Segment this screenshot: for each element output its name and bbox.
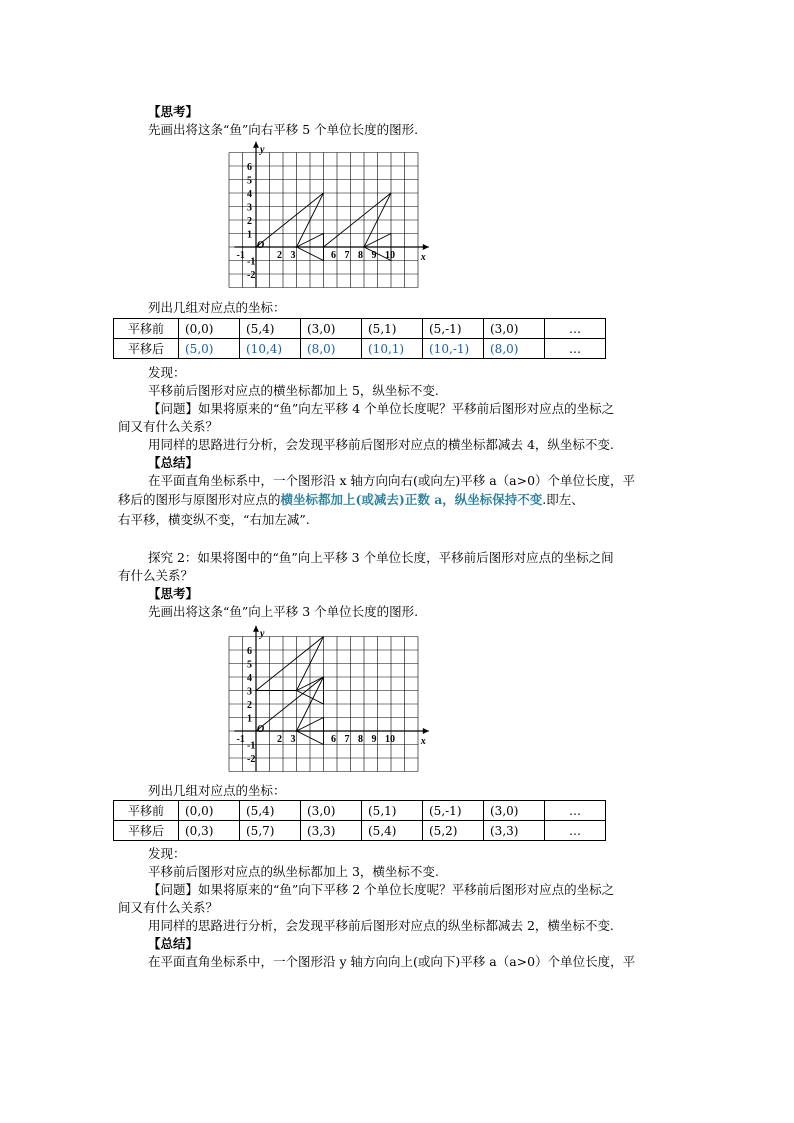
list-label-2: 列出几组对应点的坐标： [148,783,286,798]
table-cell: (3,3) [484,821,545,841]
summary-emphasis: 横坐标都加上(或减去)正数 a，纵坐标保持不变 [280,492,543,507]
y-tick-label: 1 [247,713,252,725]
y-tick-label: 4 [247,673,252,684]
x-tick-label: 8 [358,250,363,261]
explore-line-2a: 探究 2：如果将图中的“鱼”向上平移 3 个单位长度，平移前后图形对应点的坐标之间 [148,550,614,565]
analysis-text-1: 用同样的思路进行分析，会发现平移前后图形对应点的横坐标都减去 4，纵坐标不变. [148,437,614,452]
table-cell: (5,4) [240,801,301,821]
origin-label: O [257,724,265,735]
x-tick-label: -1 [236,734,245,745]
y-tick-label: 6 [247,162,252,173]
table-cell: (3,0) [301,801,362,821]
table-row-after [114,339,606,359]
summary-heading-1: 【总结】 [148,455,199,470]
x-axis-label: x [420,252,426,263]
y-tick-label: 1 [247,229,252,241]
x-axis-arrow [423,244,429,250]
x-tick-label: -1 [236,250,245,261]
y-tick-label: 6 [247,646,252,657]
row-label-before: 平移前 [114,801,179,821]
summary-line-2a: 在平面直角坐标系中，一个图形沿 y 轴方向向上(或向下)平移 a（a>0）个单位长度，平 [148,954,636,969]
x-tick-label: 10 [385,734,395,745]
table-cell-ellipsis: … [545,319,606,339]
summary-text: 移后的图形与原图形对应点的 [118,492,281,507]
table-cell: (10,4) [240,339,301,359]
summary-heading-2: 【总结】 [148,936,199,951]
y-tick-label: 5 [247,659,252,671]
table-cell: (8,0) [484,339,545,359]
table-row-before [114,801,606,821]
row-label-after: 平移后 [114,339,179,359]
x-tick-label: 6 [331,250,336,261]
table-cell: (5,-1) [423,319,484,339]
x-axis-arrow [423,728,429,734]
table-cell-ellipsis: … [545,339,606,359]
x-tick-label: 8 [358,734,363,745]
question-line-2a: 【问题】如果将原来的“鱼”向下平移 2 个单位长度呢？平移前后图形对应点的坐标之 [148,882,615,897]
table-cell: (5,7) [240,821,301,841]
y-tick-label: -2 [247,754,256,765]
coordinate-table-2 [113,800,606,841]
x-tick-label: 3 [290,250,296,261]
x-axis-label: x [420,736,426,747]
table-cell: (5,0) [179,339,240,359]
table-cell: (3,0) [484,801,545,821]
table-cell: (10,-1) [423,339,484,359]
coordinate-graph-right-shift [226,140,430,290]
table-cell: (3,0) [301,319,362,339]
think-heading-2: 【思考】 [148,586,199,601]
think-text-1: 先画出将这条“鱼”向右平移 5 个单位长度的图形. [148,122,419,137]
discover-text-1: 平移前后图形对应点的横坐标都加上 5，纵坐标不变. [148,383,439,398]
question-line-1a: 【问题】如果将原来的“鱼”向左平移 4 个单位长度呢？平移前后图形对应点的坐标之 [148,401,615,416]
x-tick-label: 2 [277,734,282,745]
table-cell: (0,0) [179,319,240,339]
table-cell-ellipsis: … [545,801,606,821]
discover-label-2: 发现： [148,846,186,861]
table-cell: (5,-1) [423,801,484,821]
list-label-1: 列出几组对应点的坐标： [148,300,286,315]
table-cell: (3,3) [301,821,362,841]
summary-line-1c: 右平移，横变纵不变，“右加左减”. [118,512,310,527]
analysis-text-2: 用同样的思路进行分析，会发现平移前后图形对应点的纵坐标都减去 2，横坐标不变. [148,918,614,933]
table-cell: (3,0) [484,319,545,339]
x-tick-label: 7 [344,734,350,745]
x-tick-label: 9 [371,734,377,745]
y-tick-label: -1 [247,740,256,752]
table-cell: (0,3) [179,821,240,841]
think-heading-1: 【思考】 [148,104,199,119]
table-cell: (0,0) [179,801,240,821]
explore-line-2b: 有什么关系？ [118,568,194,583]
discover-text-2: 平移前后图形对应点的纵坐标都加上 3，横坐标不变. [148,864,439,879]
x-tick-label: 10 [385,250,395,261]
coordinate-graph-up-shift [226,624,430,774]
origin-label: O [257,240,265,251]
table-row-before [114,319,606,339]
summary-text: .即左、 [542,492,584,507]
x-tick-label: 2 [277,250,282,261]
summary-line-1a: 在平面直角坐标系中，一个图形沿 x 轴方向向右(或向左)平移 a（a>0）个单位长度，平 [148,473,636,488]
discover-label-1: 发现： [148,365,186,380]
think-text-2: 先画出将这条“鱼”向上平移 3 个单位长度的图形. [148,604,419,619]
y-tick-label: 2 [247,700,252,711]
table-cell: (5,1) [362,801,423,821]
table-cell: (8,0) [301,339,362,359]
y-tick-label: -1 [247,256,256,268]
table-cell: (5,4) [240,319,301,339]
y-tick-label: 3 [247,202,252,214]
y-axis-arrow [253,142,259,148]
table-cell: (10,1) [362,339,423,359]
table-row-after [114,821,606,841]
question-line-2b: 间又有什么关系？ [118,900,219,915]
x-tick-label: 6 [331,734,336,745]
x-tick-label: 7 [344,250,350,261]
row-label-after: 平移后 [114,821,179,841]
table-cell: (5,1) [362,319,423,339]
fish-figure [256,637,324,705]
y-tick-label: 4 [247,189,252,200]
x-tick-label: 3 [290,734,296,745]
y-tick-label: 2 [247,216,252,227]
table-cell: (5,4) [362,821,423,841]
y-axis-label: y [260,628,265,640]
table-cell: (5,2) [423,821,484,841]
y-tick-label: 5 [247,175,252,187]
row-label-before: 平移前 [114,319,179,339]
y-tick-label: 3 [247,686,252,698]
summary-line-1b [118,492,584,508]
question-line-1b: 间又有什么关系？ [118,419,219,434]
y-axis-label: y [260,144,265,156]
y-axis-arrow [253,626,259,632]
table-cell-ellipsis: … [545,821,606,841]
coordinate-table-1 [113,318,606,359]
y-tick-label: -2 [247,270,256,281]
x-tick-label: 9 [371,250,377,261]
